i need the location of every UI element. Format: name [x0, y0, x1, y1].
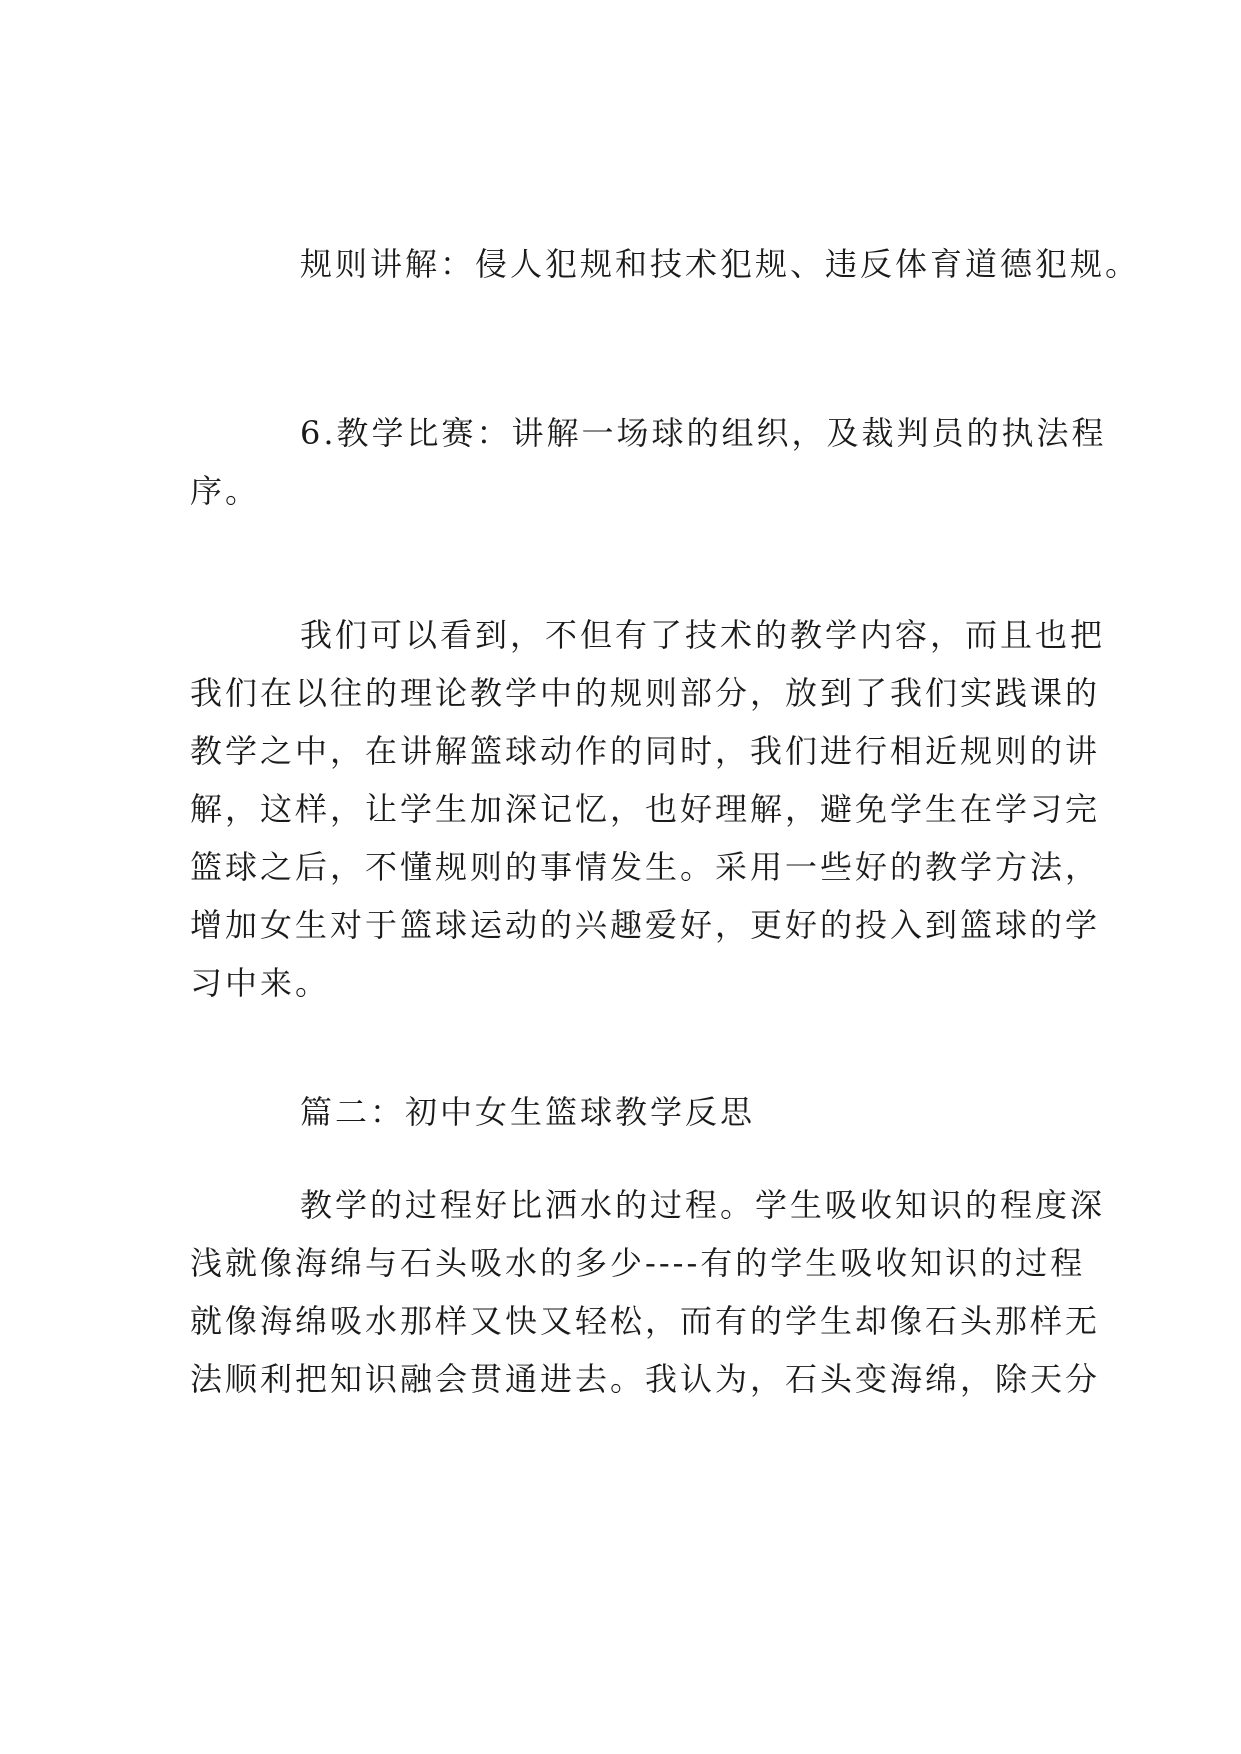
paragraph-line: 习中来。 [190, 964, 331, 1002]
paragraph-line: 6.教学比赛：讲解一场球的组织，及裁判员的执法程 [300, 414, 1107, 452]
paragraph-line: 我们可以看到，不但有了技术的教学内容，而且也把 [300, 616, 1106, 654]
paragraph-line: 我们在以往的理论教学中的规则部分，放到了我们实践课的 [190, 674, 1101, 712]
paragraph-line: 就像海绵吸水那样又快又轻松，而有的学生却像石头那样无 [190, 1302, 1101, 1340]
paragraph-line: 增加女生对于篮球运动的兴趣爱好，更好的投入到篮球的学 [190, 906, 1101, 944]
reflection-paragraph [190, 1176, 1106, 1408]
match-paragraph [190, 404, 1107, 520]
paragraph-line: 法顺利把知识融会贯通进去。我认为，石头变海绵，除天分 [190, 1360, 1101, 1398]
paragraph-line: 序。 [190, 472, 261, 510]
paragraph-line: 解，这样，让学生加深记忆，也好理解，避免学生在学习完 [190, 790, 1101, 828]
paragraph-line: 教学的过程好比洒水的过程。学生吸收知识的程度深 [300, 1186, 1106, 1224]
paragraph-line: 浅就像海绵与石头吸水的多少----有的学生吸收知识的过程 [190, 1244, 1086, 1282]
section-heading [190, 1083, 1050, 1141]
paragraph-line: 教学之中，在讲解篮球动作的同时，我们进行相近规则的讲 [190, 732, 1101, 770]
paragraph-line: 篮球之后，不懂规则的事情发生。采用一些好的教学方法， [190, 848, 1101, 886]
section-title: 篇二：初中女生篮球教学反思 [300, 1093, 756, 1131]
rules-line: 规则讲解：侵人犯规和技术犯规、违反体育道德犯规。 [300, 245, 1141, 283]
summary-paragraph [190, 606, 1106, 1012]
rules-paragraph [190, 235, 1141, 293]
